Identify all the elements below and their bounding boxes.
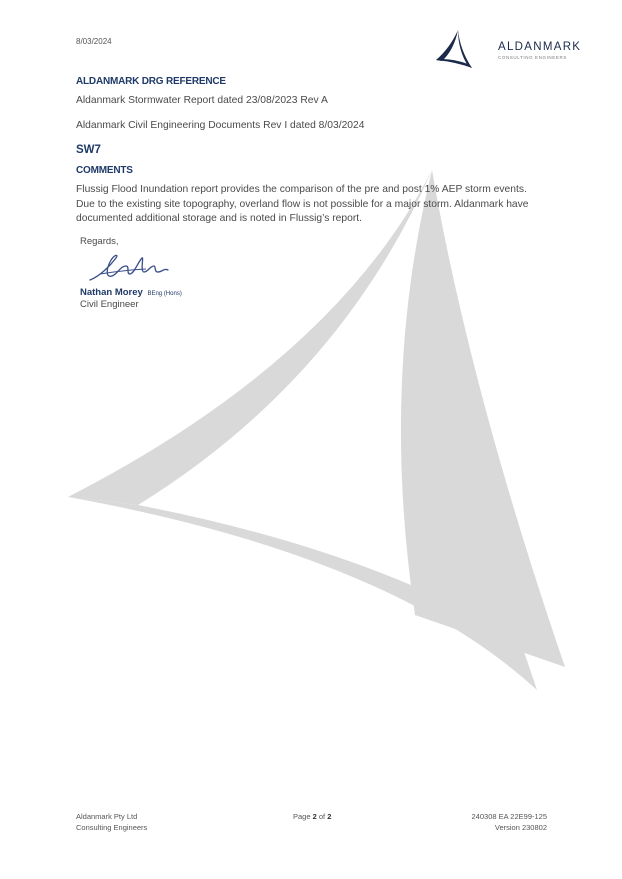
page-current: 2 bbox=[312, 812, 317, 821]
signer-role: Civil Engineer bbox=[80, 299, 139, 310]
document-date: 8/03/2024 bbox=[76, 37, 112, 46]
footer-version: Version 230802 bbox=[494, 823, 547, 832]
reference-line-2: Aldanmark Civil Engineering Documents Rev I dated 8/03/2024 bbox=[76, 120, 365, 131]
handwritten-signature bbox=[86, 252, 176, 286]
logo-wordmark: ALDANMARK bbox=[498, 41, 582, 53]
reference-line-1: Aldanmark Stormwater Report dated 23/08/2023 Rev A bbox=[76, 95, 328, 106]
comments-line-1: Flussig Flood Inundation report provides the comparison of the pre and post 1% AEP storm events. bbox=[76, 184, 527, 195]
comments-paragraph bbox=[76, 183, 556, 227]
footer-company-sub: Consulting Engineers bbox=[76, 823, 148, 832]
signer-qualification: BEng (Hons) bbox=[147, 291, 182, 297]
page-total: 2 bbox=[327, 812, 332, 821]
page-label: Page bbox=[293, 812, 311, 821]
comments-heading: COMMENTS bbox=[76, 165, 133, 176]
signer-line bbox=[80, 287, 182, 298]
footer-company-name: Aldanmark Pty Ltd bbox=[76, 812, 138, 821]
page-of: of bbox=[318, 812, 326, 821]
page-number bbox=[293, 811, 331, 822]
comments-line-3: documented additional storage and is noted in Flussig’s report. bbox=[76, 213, 363, 224]
regards-text: Regards, bbox=[80, 236, 119, 247]
footer-company bbox=[76, 811, 147, 833]
footer-doc-info bbox=[472, 811, 547, 833]
footer-doc-ref: 240308 EA 22E99-125 bbox=[471, 812, 547, 821]
logo-tagline: CONSULTING ENGINEERS bbox=[498, 55, 567, 60]
signer-name: Nathan Morey bbox=[80, 287, 143, 298]
item-code: SW7 bbox=[76, 144, 101, 156]
reference-heading: ALDANMARK DRG REFERENCE bbox=[76, 76, 226, 87]
comments-line-2: Due to the existing site topography, overland flow is not possible for a major storm. Aldanmark have bbox=[76, 198, 529, 210]
